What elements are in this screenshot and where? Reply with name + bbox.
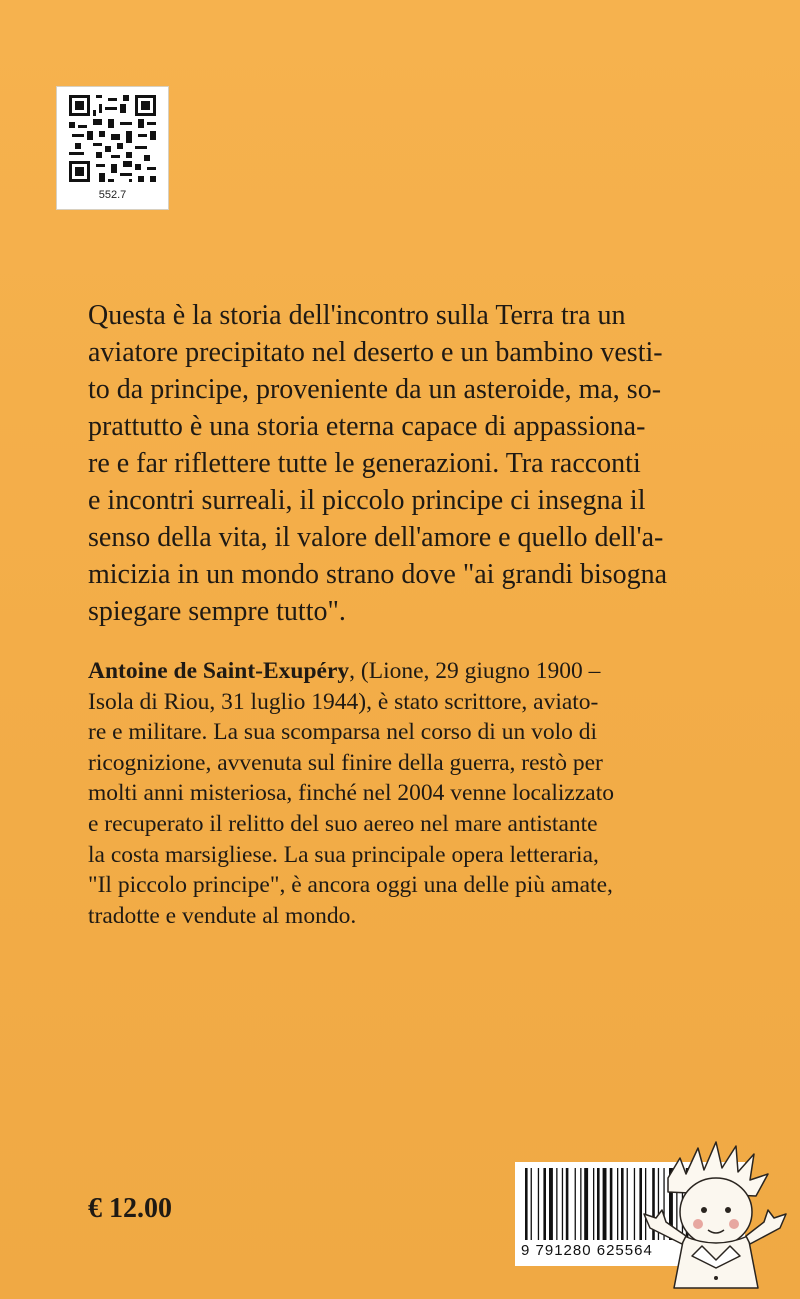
- bio-line: re e militare. La sua scomparsa nel corso di un volo di: [88, 719, 598, 746]
- synopsis-line: senso della vita, il valore dell'amore e quello dell'a-: [88, 522, 664, 553]
- synopsis-line: spiegare sempre tutto".: [88, 596, 346, 627]
- synopsis-line: re e far riflettere tutte le generazioni. Tra racconti: [88, 448, 641, 479]
- synopsis-line: prattutto è una storia eterna capace di appassiona-: [88, 411, 646, 442]
- bio-line: ricognizione, avvenuta sul finire della guerra, restò per: [88, 749, 603, 776]
- bio-line: Isola di Riou, 31 luglio 1944), è stato scrittore, aviato-: [88, 688, 599, 715]
- qr-code-icon: [69, 95, 156, 182]
- synopsis-line: Questa è la storia dell'incontro sulla Terra tra un: [88, 300, 626, 331]
- qr-code-box: [56, 86, 169, 210]
- bio-line: tradotte e vendute al mondo.: [88, 902, 357, 929]
- little-prince-illustration: [640, 1118, 790, 1293]
- bio-line: "Il piccolo principe", è ancora oggi una delle più amate,: [88, 872, 613, 899]
- barcode-digits: 9 791280 625564: [521, 1242, 653, 1259]
- synopsis-line: to da principe, proveniente da un asteroide, ma, so-: [88, 374, 662, 405]
- synopsis-paragraph: [88, 297, 748, 630]
- synopsis-line: e incontri surreali, il piccolo principe ci insegna il: [88, 485, 646, 516]
- bio-line: la costa marsigliese. La sua principale opera letteraria,: [88, 841, 599, 868]
- qr-code-number: 552.7: [98, 189, 127, 201]
- synopsis-line: micizia in un mondo strano dove "ai grandi bisogna: [88, 559, 668, 590]
- author-name: Antoine de Saint-Exupéry: [88, 658, 350, 684]
- bio-line: e recuperato il relitto del suo aereo nel mare antistante: [88, 810, 598, 837]
- synopsis-line: aviatore precipitato nel deserto e un bambino vesti-: [88, 337, 663, 368]
- bio-first-line: [88, 656, 748, 687]
- bio-line: molti anni misteriosa, finché nel 2004 venne localizzato: [88, 780, 614, 807]
- price-label: € 12.00: [88, 1193, 172, 1224]
- author-bio-paragraph: [88, 656, 748, 931]
- bio-first-line-rest: , (Lione, 29 giugno 1900 –: [349, 658, 601, 684]
